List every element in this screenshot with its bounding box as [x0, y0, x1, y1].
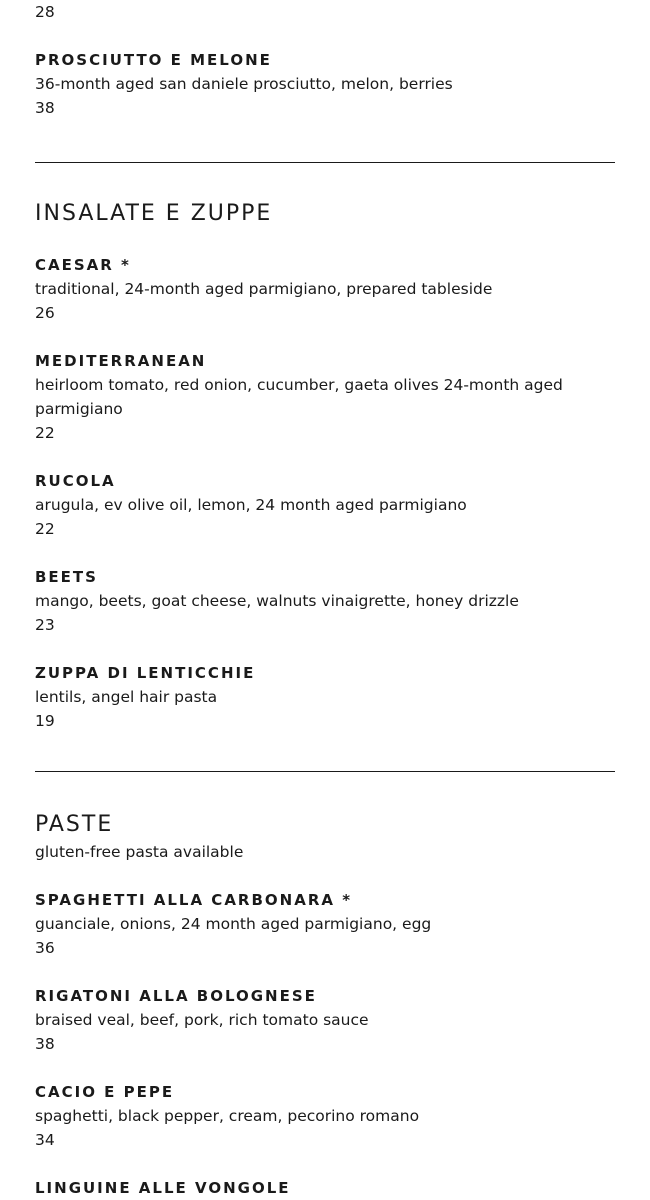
menu-item [35, 349, 615, 445]
section-divider [35, 162, 615, 163]
menu-item-name: LINGUINE ALLE VONGOLE [35, 1179, 291, 1197]
menu-item [35, 565, 615, 637]
section-title: PASTE [35, 812, 114, 837]
menu-item-price: 22 [35, 424, 55, 442]
menu-item-name: RIGATONI ALLA BOLOGNESE [35, 987, 317, 1005]
menu-item [35, 888, 615, 960]
menu-item-name: CAESAR * [35, 256, 131, 274]
menu-item [35, 661, 615, 733]
menu-item-name: CACIO E PEPE [35, 1083, 175, 1101]
section-title: INSALATE E ZUPPE [35, 201, 273, 226]
menu-page [35, 0, 615, 1200]
menu-item-name: RUCOLA [35, 472, 116, 490]
menu-item-price: 26 [35, 304, 55, 322]
section-divider [35, 771, 615, 772]
menu-item-name: ZUPPA DI LENTICCHIE [35, 664, 256, 682]
menu-item-description: braised veal, beef, pork, rich tomato sauce [35, 1011, 369, 1029]
menu-item [35, 1176, 615, 1200]
menu-item-price: 38 [35, 99, 55, 117]
section-paste [35, 810, 615, 1200]
menu-item-description: lentils, angel hair pasta [35, 688, 218, 706]
menu-item [35, 1080, 615, 1152]
menu-item [35, 0, 615, 24]
menu-item [35, 48, 615, 120]
menu-item-description: guanciale, onions, 24 month aged parmigiano, egg [35, 915, 432, 933]
menu-item-description: heirloom tomato, red onion, cucumber, gaeta olives 24-month aged parmigiano [35, 376, 563, 418]
menu-item-price: 36 [35, 939, 55, 957]
menu-item [35, 984, 615, 1056]
menu-item-description: traditional, 24-month aged parmigiano, prepared tableside [35, 280, 493, 298]
section-note: gluten-free pasta available [35, 843, 244, 861]
menu-item-price: 22 [35, 520, 55, 538]
menu-item-name: PROSCIUTTO E MELONE [35, 51, 272, 69]
menu-item [35, 253, 615, 325]
menu-item-price: 34 [35, 1131, 55, 1149]
menu-item-price: 23 [35, 616, 55, 634]
menu-item-price: 28 [35, 3, 55, 21]
section-insalate [35, 199, 615, 733]
menu-item-description: arugula, ev olive oil, lemon, 24 month aged parmigiano [35, 496, 467, 514]
menu-item-price: 38 [35, 1035, 55, 1053]
menu-item-description: spaghetti, black pepper, cream, pecorino romano [35, 1107, 420, 1125]
menu-item-price: 19 [35, 712, 55, 730]
menu-item-name: SPAGHETTI ALLA CARBONARA * [35, 891, 353, 909]
menu-item-name: BEETS [35, 568, 98, 586]
menu-item-description: mango, beets, goat cheese, walnuts vinaigrette, honey drizzle [35, 592, 519, 610]
menu-item [35, 469, 615, 541]
menu-item-name: MEDITERRANEAN [35, 352, 207, 370]
menu-item-description: 36-month aged san daniele prosciutto, melon, berries [35, 75, 453, 93]
